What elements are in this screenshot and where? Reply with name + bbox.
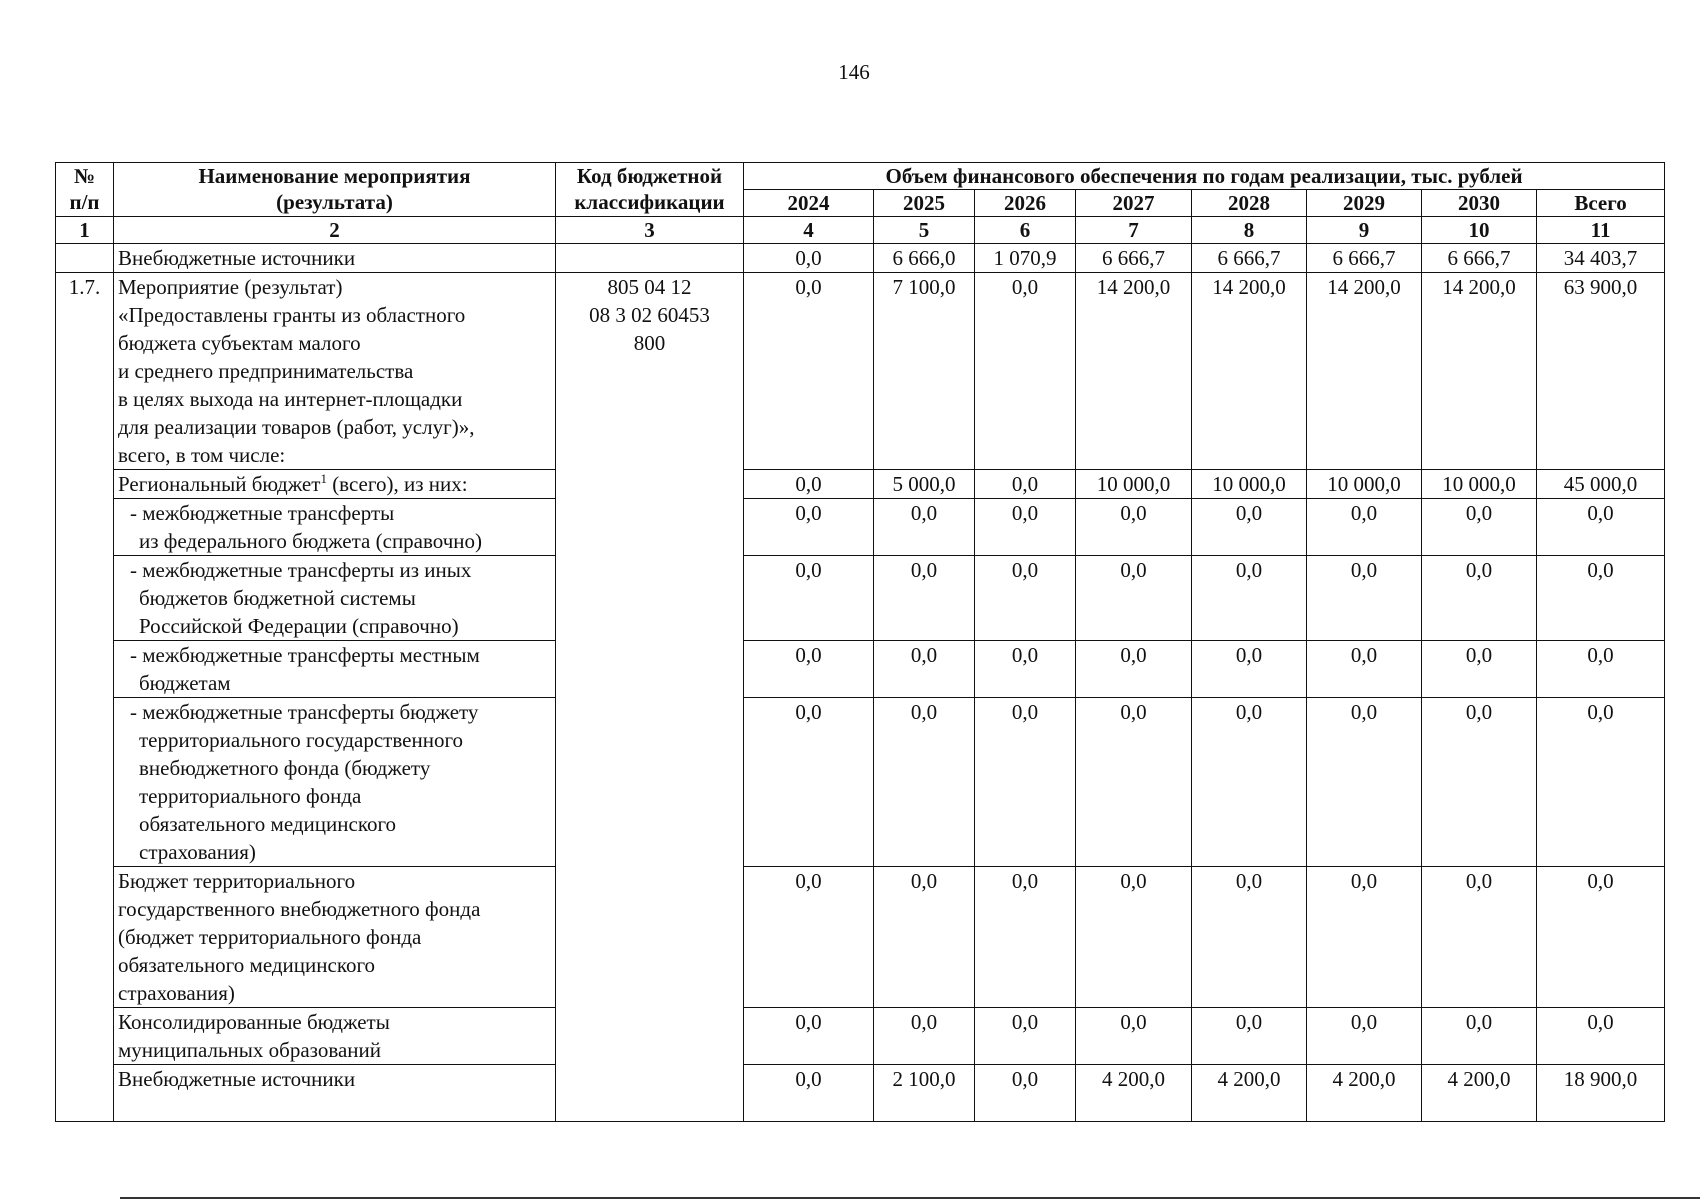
total-cell: 0,0 <box>1537 867 1665 1008</box>
table-row <box>56 1065 1665 1122</box>
row-name: Внебюджетные источники <box>114 244 556 273</box>
total-cell: 0,0 <box>1537 499 1665 556</box>
value-cell: 0,0 <box>1076 556 1192 641</box>
header-name: Наименование мероприятия (результата) <box>114 163 556 217</box>
value-cell: 0,0 <box>1192 698 1307 867</box>
table-row <box>56 244 1665 273</box>
value-cell: 0,0 <box>874 499 975 556</box>
column-numbers-row <box>56 217 1665 244</box>
header-year: 2030 <box>1422 190 1537 217</box>
value-cell: 6 666,0 <box>874 244 975 273</box>
value-cell: 0,0 <box>874 556 975 641</box>
row-code <box>556 244 744 273</box>
value-cell: 0,0 <box>975 470 1076 499</box>
value-cell: 1 070,9 <box>975 244 1076 273</box>
row-number <box>56 244 114 273</box>
value-cell: 0,0 <box>874 867 975 1008</box>
value-cell: 10 000,0 <box>1307 470 1422 499</box>
value-cell: 0,0 <box>1076 641 1192 698</box>
value-cell: 0,0 <box>1422 499 1537 556</box>
row-name: Бюджет территориального государственного внебюджетного фонда (бюджет территориального фонда обязательного медицинского страхования) <box>114 867 556 1008</box>
column-number: 10 <box>1422 217 1537 244</box>
footnote-marker: 1 <box>320 471 327 486</box>
value-cell: 0,0 <box>1422 698 1537 867</box>
value-cell: 6 666,7 <box>1422 244 1537 273</box>
header-year: 2026 <box>975 190 1076 217</box>
value-cell: 0,0 <box>1422 1008 1537 1065</box>
value-cell: 0,0 <box>1192 499 1307 556</box>
column-number: 2 <box>114 217 556 244</box>
value-cell: 0,0 <box>874 641 975 698</box>
column-number: 7 <box>1076 217 1192 244</box>
value-cell: 0,0 <box>744 698 874 867</box>
total-cell: 0,0 <box>1537 1008 1665 1065</box>
value-cell: 14 200,0 <box>1076 273 1192 470</box>
table-row <box>56 698 1665 867</box>
header-code: Код бюджетной классификации <box>556 163 744 217</box>
table-row <box>56 867 1665 1008</box>
value-cell: 0,0 <box>744 1008 874 1065</box>
value-cell: 0,0 <box>1192 641 1307 698</box>
value-cell: 0,0 <box>975 499 1076 556</box>
total-cell: 18 900,0 <box>1537 1065 1665 1122</box>
value-cell: 0,0 <box>744 273 874 470</box>
table-row <box>56 273 1665 470</box>
column-number: 1 <box>56 217 114 244</box>
total-cell: 0,0 <box>1537 698 1665 867</box>
value-cell: 10 000,0 <box>1076 470 1192 499</box>
value-cell: 0,0 <box>1422 641 1537 698</box>
value-cell: 0,0 <box>1192 556 1307 641</box>
column-number: 11 <box>1537 217 1665 244</box>
value-cell: 0,0 <box>744 499 874 556</box>
value-cell: 0,0 <box>744 470 874 499</box>
row-name: Мероприятие (результат) «Предоставлены гранты из областного бюджета субъектам малого и среднего предпринимательства в целях выхода на интернет-площадки для реализации товаров (работ, услуг)», всего, в том числе: <box>114 273 556 470</box>
header-year: 2028 <box>1192 190 1307 217</box>
row-name <box>114 470 556 499</box>
value-cell: 0,0 <box>1076 698 1192 867</box>
value-cell: 10 000,0 <box>1192 470 1307 499</box>
value-cell: 0,0 <box>1422 556 1537 641</box>
value-cell: 7 100,0 <box>874 273 975 470</box>
total-cell: 34 403,7 <box>1537 244 1665 273</box>
value-cell: 0,0 <box>874 1008 975 1065</box>
value-cell: 4 200,0 <box>1422 1065 1537 1122</box>
table-row <box>56 1008 1665 1065</box>
value-cell: 14 200,0 <box>1422 273 1537 470</box>
total-cell: 0,0 <box>1537 641 1665 698</box>
header-year: 2024 <box>744 190 874 217</box>
header-num: № п/п <box>56 163 114 217</box>
row-name: - межбюджетные трансферты бюджету территориального государственного внебюджетного фонда (бюджету территориального фонда обязательного медицинского страхования) <box>114 698 556 867</box>
header-year: 2025 <box>874 190 975 217</box>
column-number: 9 <box>1307 217 1422 244</box>
value-cell: 0,0 <box>1192 867 1307 1008</box>
value-cell: 14 200,0 <box>1192 273 1307 470</box>
header-row-top <box>56 163 1665 190</box>
value-cell: 0,0 <box>1076 499 1192 556</box>
table-row <box>56 556 1665 641</box>
value-cell: 0,0 <box>975 1008 1076 1065</box>
table-row <box>56 499 1665 556</box>
value-cell: 0,0 <box>744 556 874 641</box>
column-number: 8 <box>1192 217 1307 244</box>
column-number: 3 <box>556 217 744 244</box>
value-cell: 0,0 <box>1307 867 1422 1008</box>
total-cell: 0,0 <box>1537 556 1665 641</box>
table-row <box>56 470 1665 499</box>
value-cell: 6 666,7 <box>1192 244 1307 273</box>
value-cell: 0,0 <box>1307 698 1422 867</box>
value-cell: 6 666,7 <box>1307 244 1422 273</box>
page-number: 146 <box>838 60 870 84</box>
row-number: 1.7. <box>56 273 114 1122</box>
funding-table <box>55 162 1665 1122</box>
value-cell: 0,0 <box>1422 867 1537 1008</box>
table-row <box>56 641 1665 698</box>
value-cell: 0,0 <box>1307 1008 1422 1065</box>
value-cell: 0,0 <box>874 698 975 867</box>
value-cell: 0,0 <box>1307 641 1422 698</box>
value-cell: 14 200,0 <box>1307 273 1422 470</box>
value-cell: 4 200,0 <box>1076 1065 1192 1122</box>
value-cell: 0,0 <box>975 273 1076 470</box>
row-name-text: (всего), из них: <box>326 472 468 496</box>
value-cell: 0,0 <box>744 244 874 273</box>
column-number: 5 <box>874 217 975 244</box>
value-cell: 0,0 <box>744 1065 874 1122</box>
value-cell: 0,0 <box>975 641 1076 698</box>
value-cell: 4 200,0 <box>1307 1065 1422 1122</box>
header-year: 2027 <box>1076 190 1192 217</box>
value-cell: 0,0 <box>975 1065 1076 1122</box>
total-cell: 63 900,0 <box>1537 273 1665 470</box>
value-cell: 0,0 <box>744 867 874 1008</box>
value-cell: 0,0 <box>1076 1008 1192 1065</box>
value-cell: 6 666,7 <box>1076 244 1192 273</box>
total-cell: 45 000,0 <box>1537 470 1665 499</box>
value-cell: 0,0 <box>744 641 874 698</box>
value-cell: 0,0 <box>975 698 1076 867</box>
value-cell: 4 200,0 <box>1192 1065 1307 1122</box>
value-cell: 0,0 <box>1076 867 1192 1008</box>
header-total: Всего <box>1537 190 1665 217</box>
value-cell: 5 000,0 <box>874 470 975 499</box>
row-name: Внебюджетные источники <box>114 1065 556 1122</box>
row-name: Консолидированные бюджеты муниципальных образований <box>114 1008 556 1065</box>
value-cell: 0,0 <box>1307 556 1422 641</box>
row-name-text: Региональный бюджет <box>118 472 321 496</box>
row-name: - межбюджетные трансферты местным бюджетам <box>114 641 556 698</box>
header-funding: Объем финансового обеспечения по годам реализации, тыс. рублей <box>744 163 1665 190</box>
value-cell: 2 100,0 <box>874 1065 975 1122</box>
value-cell: 0,0 <box>975 556 1076 641</box>
column-number: 6 <box>975 217 1076 244</box>
value-cell: 0,0 <box>975 867 1076 1008</box>
row-name: - межбюджетные трансферты из федерального бюджета (справочно) <box>114 499 556 556</box>
page-bottom-rule <box>120 1197 1700 1199</box>
value-cell: 10 000,0 <box>1422 470 1537 499</box>
row-name: - межбюджетные трансферты из иных бюджетов бюджетной системы Российской Федерации (справочно) <box>114 556 556 641</box>
value-cell: 0,0 <box>1192 1008 1307 1065</box>
row-code: 805 04 12 08 3 02 60453 800 <box>556 273 744 1122</box>
header-year: 2029 <box>1307 190 1422 217</box>
value-cell: 0,0 <box>1307 499 1422 556</box>
column-number: 4 <box>744 217 874 244</box>
